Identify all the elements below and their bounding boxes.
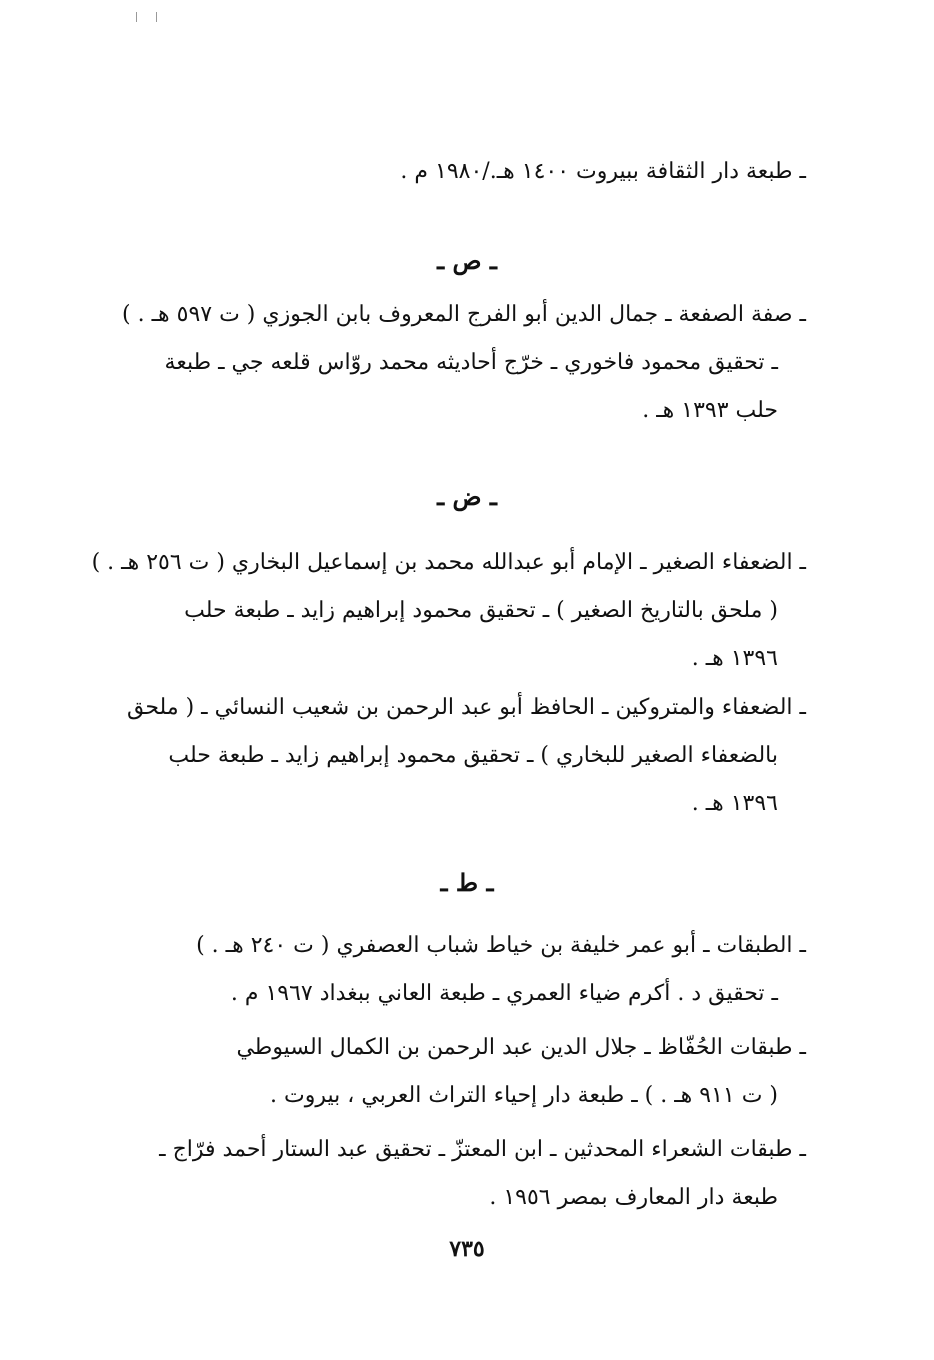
entry-line: ـ تحقيق محمود فاخوري ـ خرّج أحاديثه محمد روّاس قلعه جي ـ طبعة [164, 350, 778, 375]
entry-line: ـ الضعفاء والمتروكين ـ الحافظ أبو عبد الرحمن بن شعيب النسائي ـ ( ملحق [126, 695, 806, 720]
entry-line: ١٣٩٦ هـ . [691, 646, 778, 671]
bibliography-entry [136, 1024, 806, 1120]
bibliography-entry [122, 291, 806, 435]
intro-line: ـ طبعة دار الثقافة ببيروت ١٤٠٠ هـ./١٩٨٠ م . [400, 159, 806, 184]
entry-line: ( ت ٩١١ هـ . ) ـ طبعة دار إحياء التراث العربي ، بيروت . [270, 1083, 778, 1108]
bibliography-entry [136, 922, 806, 1018]
intro-entry [136, 148, 806, 196]
entry-line: ـ صفة الصفعة ـ جمال الدين أبو الفرج المعروف بابن الجوزي ( ت ٥٩٧ هـ . ) [122, 302, 806, 327]
entry-line: حلب ١٣٩٣ هـ . [642, 398, 778, 423]
entry-line: ـ الضعفاء الصغير ـ الإمام أبو عبدالله محمد بن إسماعيل البخاري ( ت ٢٥٦ هـ . ) [91, 550, 806, 575]
section-heading-dad: ـ ض ـ [437, 482, 497, 511]
section-heading-sad: ـ ص ـ [437, 246, 497, 275]
entry-line: ـ طبقات الشعراء المحدثين ـ ابن المعتزّ ـ تحقيق عبد الستار أحمد فرّاج ـ [159, 1137, 806, 1162]
entry-line: ـ طبقات الحُفّاظ ـ جلال الدين عبد الرحمن بن الكمال السيوطي [236, 1035, 806, 1060]
entry-line: ١٣٩٦ هـ . [691, 791, 778, 816]
entry-line: طبعة دار المعارف بمصر ١٩٥٦ . [489, 1185, 778, 1210]
section-heading-ta: ـ ط ـ [440, 868, 494, 897]
bibliography-entry [126, 684, 806, 828]
entry-line: بالضعفاء الصغير للبخاري ) ـ تحقيق محمود إبراهيم زايد ـ طبعة حلب [168, 743, 778, 768]
page-number: ٧٣٥ [449, 1236, 485, 1262]
scan-mark [136, 12, 137, 22]
entry-line: ( ملحق بالتاريخ الصغير ) ـ تحقيق محمود إبراهيم زايد ـ طبعة حلب [184, 598, 778, 623]
entry-line: ـ الطبقات ـ أبو عمر خليفة بن خياط شباب العصفري ( ت ٢٤٠ هـ . ) [196, 933, 806, 958]
entry-line: ـ تحقيق د . أكرم ضياء العمري ـ طبعة العاني ببغداد ١٩٦٧ م . [230, 981, 778, 1006]
bibliography-entry [136, 1126, 806, 1222]
scan-mark [156, 12, 157, 22]
bibliography-entry [91, 539, 806, 683]
